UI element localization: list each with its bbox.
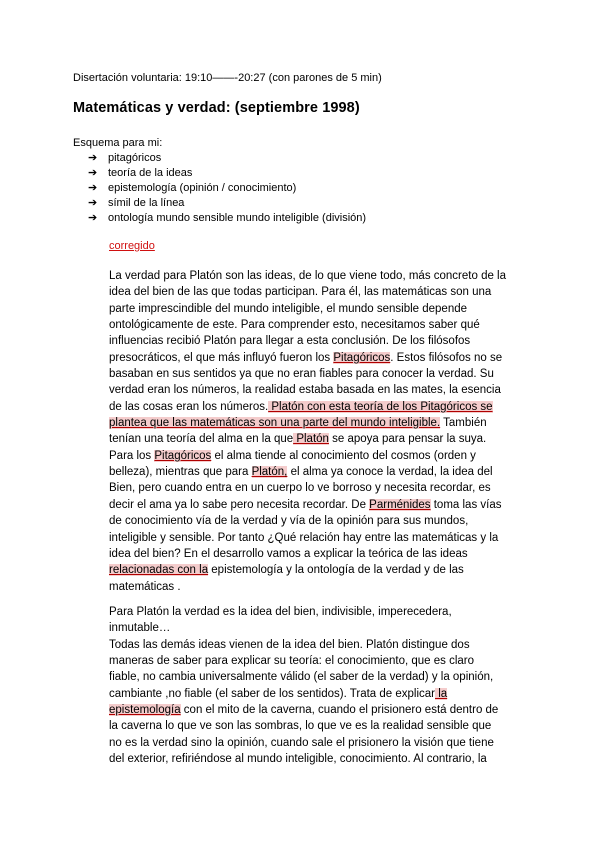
text-line: idea del bien de las que todas participan. Para él, las matemáticas son una xyxy=(109,286,492,299)
highlighted-text[interactable]: plantea que las matemáticas son una parte del mundo inteligible. xyxy=(109,417,441,430)
text-line: epistemología con el mito de la caverna, cuando el prisionero está dentro de xyxy=(109,704,499,717)
scheme-item: ➔ teoría de la ideas xyxy=(88,167,193,179)
text-line: belleza), mientras que para Platón, el alma ya conoce la verdad, la idea del xyxy=(109,466,493,479)
highlighted-text[interactable]: relacionadas con la xyxy=(109,564,209,577)
scheme-item: ➔ símil de la línea xyxy=(88,197,185,209)
highlighted-text[interactable]: Platón, xyxy=(251,466,288,479)
scheme-label: Esquema para mi: xyxy=(73,137,163,149)
paragraph-development xyxy=(109,604,531,767)
text-line: del exterior, refiriéndose al mundo inteligible, conocimiento. Al contrario, la xyxy=(109,753,487,766)
highlighted-text[interactable]: la xyxy=(435,687,448,700)
scheme-item: ➔ ontología mundo sensible mundo inteligible (división) xyxy=(88,212,367,224)
text-line: La verdad para Platón son las ideas, de lo que viene todo, más concreto de la xyxy=(109,270,507,282)
highlighted-text[interactable]: epistemología xyxy=(109,704,181,717)
text-line: fiable, no cambia universalmente válido (el saber de la verdad) y la opinión, xyxy=(109,671,494,684)
highlighted-text[interactable]: Parménides xyxy=(369,498,431,511)
arrow-icon: ➔ xyxy=(88,167,98,179)
text-line: Bien, pero cuando entra en un cuerpo lo ve borroso y necesita recordar, es xyxy=(109,482,491,495)
highlighted-text[interactable]: Pitagóricos xyxy=(154,449,212,462)
text-line: Para Platón la verdad es la idea del bien, indivisible, imperecedera, xyxy=(109,606,452,618)
text-line: presocráticos, el que más influyó fueron los Pitagóricos. Estos filósofos no se xyxy=(109,351,503,364)
text-line: matemáticas . xyxy=(109,580,181,593)
text-line: de las cosas eran los números. Platón con esta teoría de los Pitagóricos se xyxy=(109,400,493,413)
text-line: tenían una teoría del alma en la que Platón se apoya para pensar la suya. xyxy=(109,433,487,446)
text-line: plantea que las matemáticas son una parte del mundo inteligible. También xyxy=(109,417,487,430)
text-line: cambiante ,no fiable (el saber de los sentidos). Trata de explicar la xyxy=(109,687,448,700)
session-time-note: Disertación voluntaria: 19:10——-20:27 (con parones de 5 min) xyxy=(73,72,382,84)
highlighted-text[interactable]: Platón xyxy=(293,433,329,446)
text-line: de conocimiento vía de la verdad y vía de la opinión para sus mundos, xyxy=(109,515,469,528)
text-line: verdad eran los números, la realidad estaba basada en las mates, la esencia xyxy=(109,384,501,397)
text-line: parte imprescindible del mundo inteligible, el mundo sensible depende xyxy=(109,302,468,315)
highlighted-text[interactable]: Pitagóricos xyxy=(333,351,391,364)
text-line: idea del bien? En el desarrollo vamos a explicar la teórica de las ideas xyxy=(109,547,468,560)
paragraph-intro xyxy=(109,268,531,595)
text-line: ontológicamente de este. Para comprender esto, necesitamos saber qué xyxy=(109,319,480,332)
highlighted-text[interactable]: Platón con esta teoría de los Pitagóricos se xyxy=(268,400,493,413)
text-line: Todas las demás ideas vienen de la idea del bien. Platón distingue dos xyxy=(109,638,470,651)
arrow-icon: ➔ xyxy=(88,197,98,209)
text-line: maneras de saber para explicar su teoría: el conocimiento, que es claro xyxy=(109,655,475,668)
text-line: inmutable… xyxy=(109,622,171,635)
scheme-list xyxy=(88,151,366,226)
corrected-link[interactable]: corregido xyxy=(109,240,155,252)
text-line: basaban en sus sentidos ya que no eran fiables para conocer la verdad. Su xyxy=(109,368,494,381)
text-line: influencias recibió Platón para llegar a esta conclusión. De los filósofos xyxy=(109,335,471,348)
arrow-icon: ➔ xyxy=(88,212,98,224)
arrow-icon: ➔ xyxy=(88,152,98,164)
document-title: Matemáticas y verdad: (septiembre 1998) xyxy=(73,100,360,116)
arrow-icon: ➔ xyxy=(88,182,98,194)
text-line: la caverna lo que ve son las sombras, lo que ve es la realidad sensible que xyxy=(109,720,492,733)
scheme-item: ➔ epistemología (opinión / conocimiento) xyxy=(88,182,297,194)
text-line: relacionadas con la epistemología y la ontología de la verdad y de las xyxy=(109,564,464,577)
text-line: inteligible y sensible. Por tanto ¿Qué relación hay entre las matemáticas y la xyxy=(109,531,499,544)
text-line: Para los Pitagóricos el alma tiende al conocimiento del cosmos (orden y xyxy=(109,449,476,462)
text-line: decir el ama ya lo sabe pero necesita recordar. De Parménides toma las vías xyxy=(109,498,502,511)
text-line: no es la verdad sino la opinión, cuando sale el prisionero la visión que tiene xyxy=(109,736,494,749)
scheme-item: ➔ pitagóricos xyxy=(88,152,162,164)
